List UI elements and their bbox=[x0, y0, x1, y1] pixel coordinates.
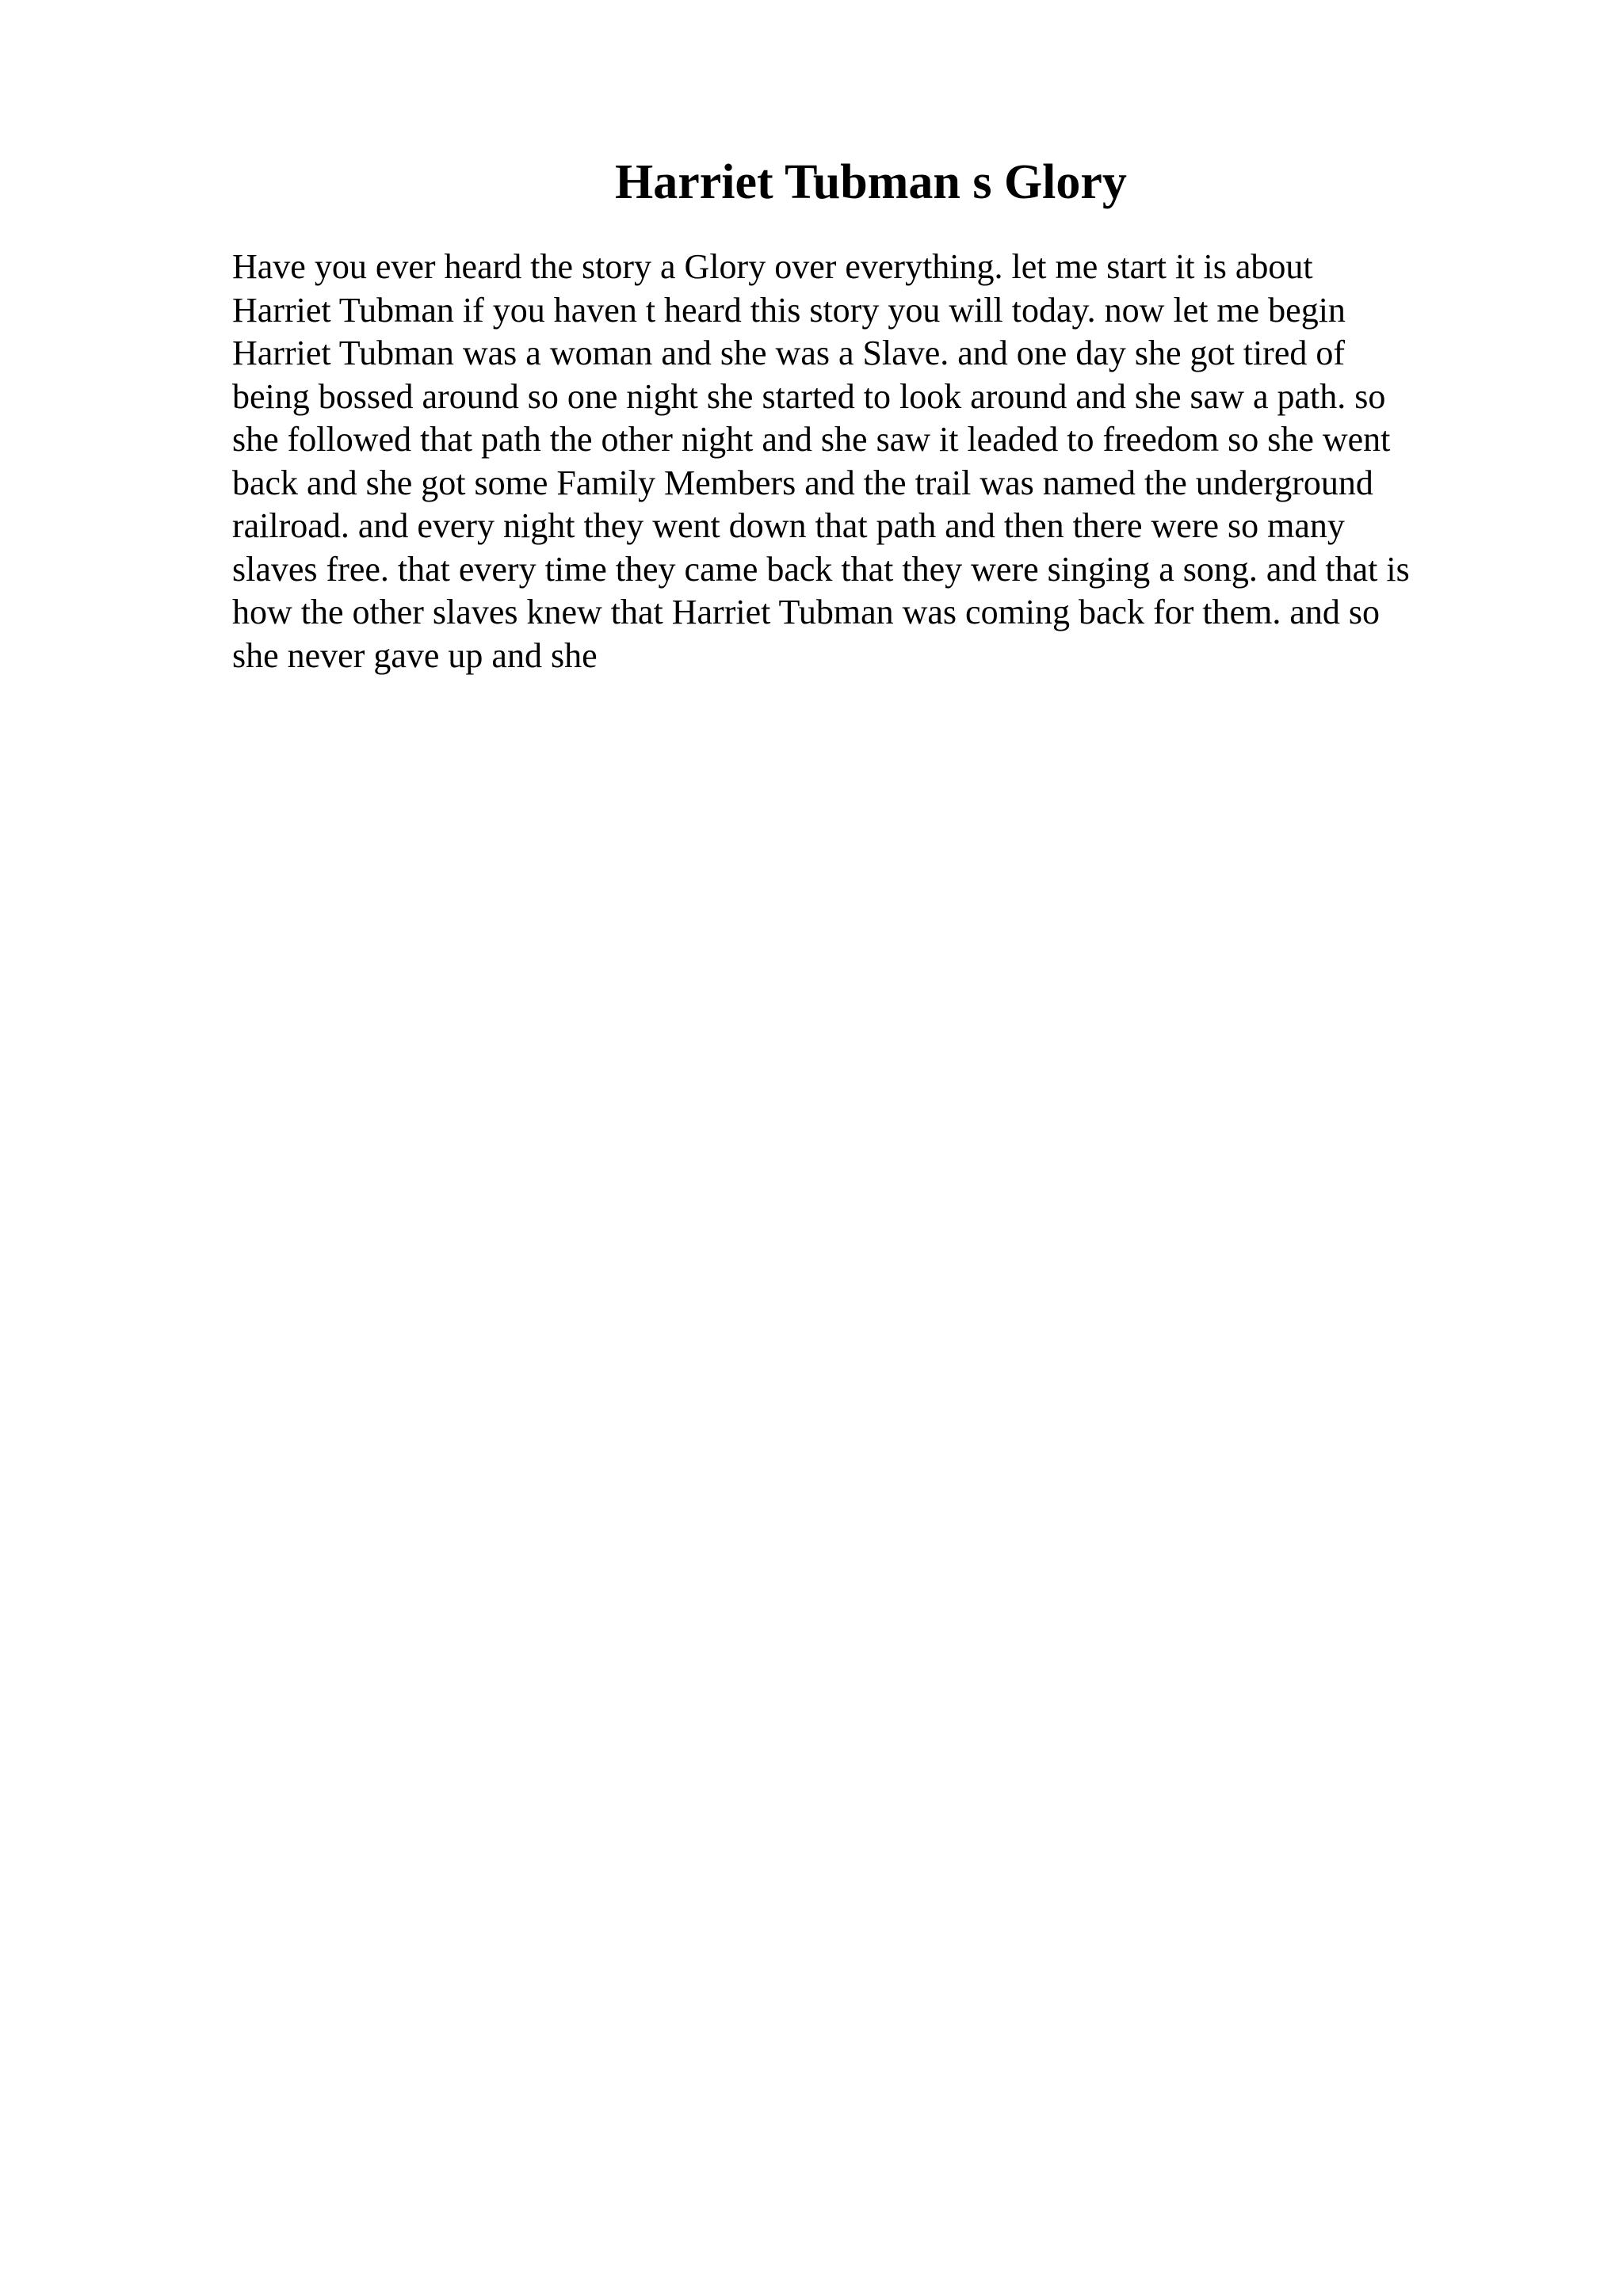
body-line: Have you ever heard the story a Glory over everything. let me start it is about bbox=[232, 247, 1313, 286]
document-body bbox=[232, 246, 1516, 677]
body-line: how the other slaves knew that Harriet Tubman was coming back for them. and so bbox=[232, 593, 1381, 631]
body-line: Harriet Tubman was a woman and she was a Slave. and one day she got tired of bbox=[232, 334, 1346, 372]
body-line: Harriet Tubman if you haven t heard this story you will today. now let me begin bbox=[232, 290, 1346, 330]
body-line: back and she got some Family Members and the trail was named the underground bbox=[232, 463, 1373, 502]
body-line: she never gave up and she bbox=[232, 635, 598, 675]
body-line: being bossed around so one night she started to look around and she saw a path. so bbox=[232, 376, 1386, 416]
document-title: Harriet Tubman s Glory bbox=[615, 155, 1127, 209]
body-line: she followed that path the other night and she saw it leaded to freedom so she went bbox=[232, 420, 1391, 459]
body-line: slaves free. that every time they came back that they were singing a song. and that is bbox=[232, 549, 1410, 589]
body-line: railroad. and every night they went down that path and then there were so many bbox=[232, 506, 1345, 545]
